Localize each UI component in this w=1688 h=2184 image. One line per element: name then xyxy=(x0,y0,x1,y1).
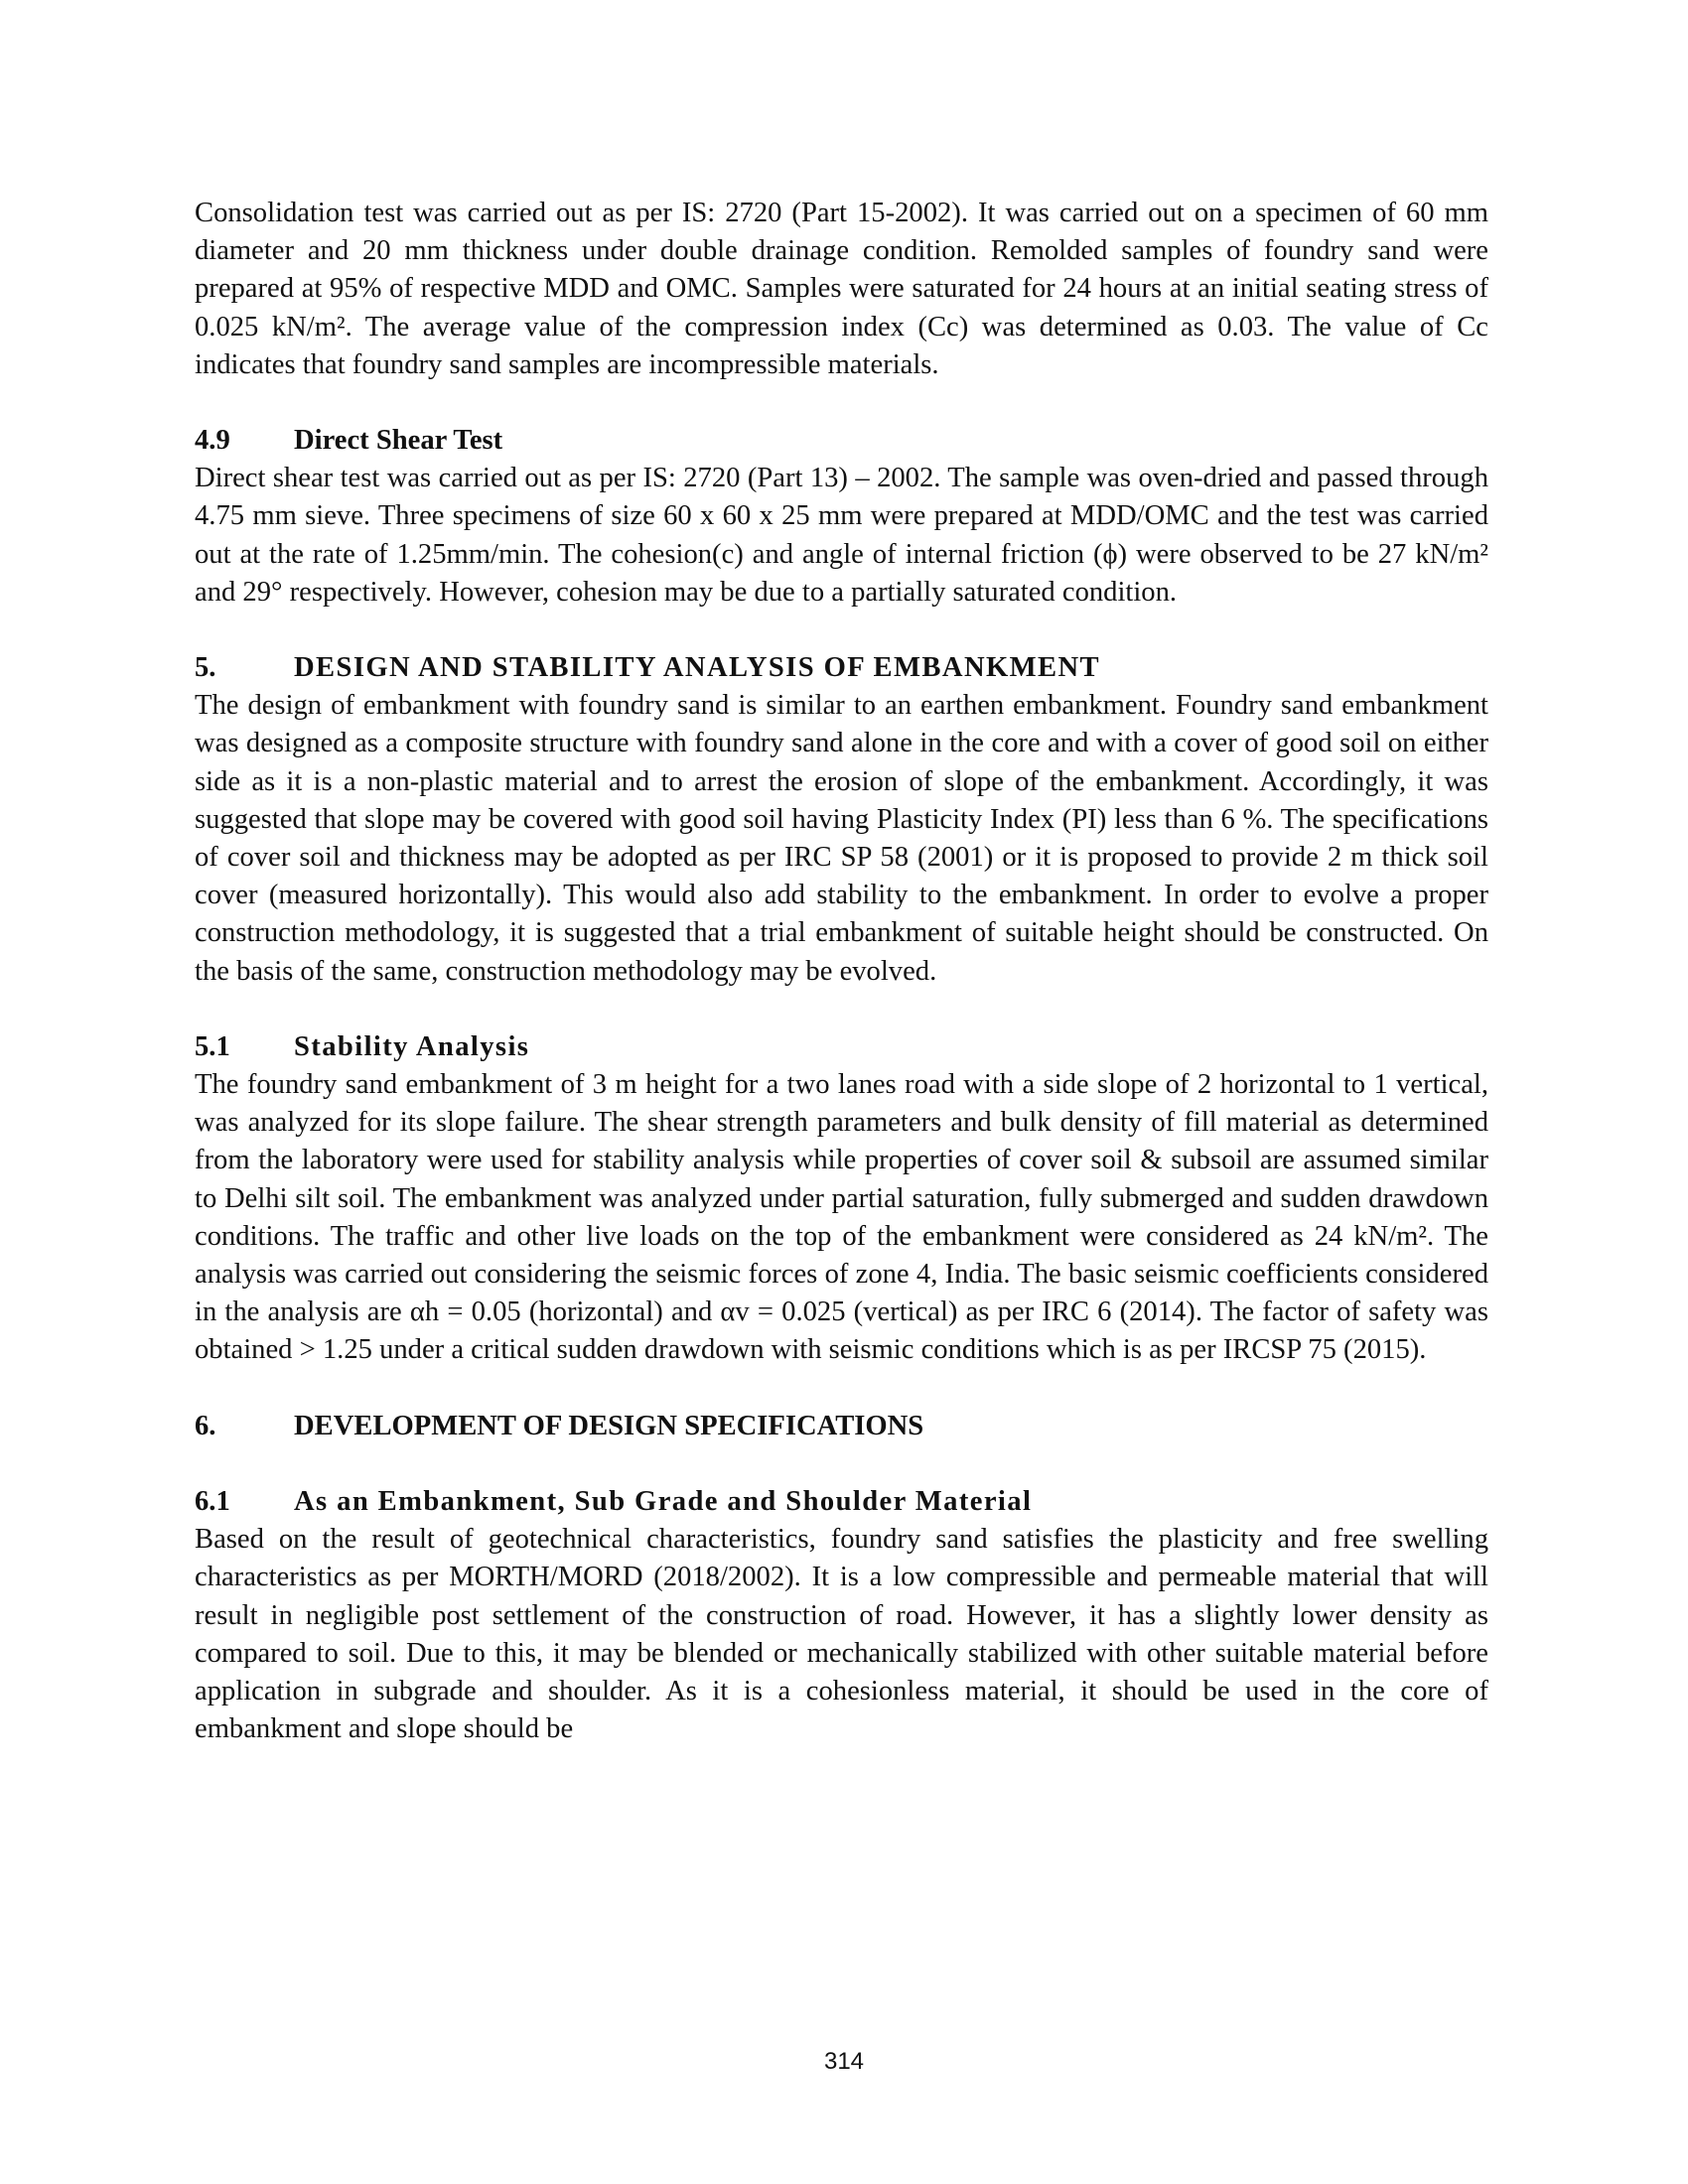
embankment-material-paragraph: Based on the result of geotechnical characteristics, foundry sand satisfies the plasticity and free swelling characteristics as per MORTH/MORD (2018/2002). It is a low compressible and permeable material that will result in negligible post settlement of the construction of road. However, it has a slightly lower density as compared to soil. Due to this, it may be blended or mechanically stabilized with other suitable material before application in subgrade and shoulder. As it is a cohesionless material, it should be used in the core of embankment and slope should be xyxy=(195,1524,1488,1745)
section-heading-5 xyxy=(195,649,1488,687)
section-title: DEVELOPMENT OF DESIGN SPECIFICATIONS xyxy=(294,1410,924,1441)
section-number: 5.1 xyxy=(195,1030,230,1062)
section-number: 5. xyxy=(195,652,216,684)
section-number: 4.9 xyxy=(195,425,230,457)
document-page xyxy=(195,195,1488,1748)
section-heading-6-1 xyxy=(195,1483,1488,1521)
section-title: As an Embankment, Sub Grade and Shoulder Material xyxy=(294,1485,1033,1517)
page-number: 314 xyxy=(823,2048,865,2075)
section-title: DESIGN AND STABILITY ANALYSIS OF EMBANKMENT xyxy=(294,652,1101,684)
direct-shear-paragraph: Direct shear test was carried out as per IS: 2720 (Part 13) – 2002. The sample was oven-dried and passed through 4.75 mm sieve. Three specimens of size 60 x 60 x 25 mm were prepared at MDD/OMC and the test was carried out at the rate of 1.25mm/min. The cohesion(c) and angle of internal friction (ϕ) were observed to be 27 kN/m² and 29° respectively. However, cohesion may be due to a partially saturated condition. xyxy=(195,463,1488,608)
stability-analysis-paragraph: The foundry sand embankment of 3 m height for a two lanes road with a side slope of 2 horizontal to 1 vertical, was analyzed for its slope failure. The shear strength parameters and bulk density of fill material as determined from the laboratory were used for stability analysis while properties of cover soil & subsoil are assumed similar to Delhi silt soil. The embankment was analyzed under partial saturation, fully submerged and sudden drawdown conditions. The traffic and other live loads on the top of the embankment were considered as 24 kN/m². The analysis was carried out considering the seismic forces of zone 4, India. The basic seismic coefficients considered in the analysis are αh = 0.05 (horizontal) and αv = 0.025 (vertical) as per IRC 6 (2014). The factor of safety was obtained > 1.25 under a critical sudden drawdown with seismic conditions which is as per IRCSP 75 (2015). xyxy=(195,1069,1488,1366)
section-heading-4-9 xyxy=(195,422,1488,460)
section-heading-6 xyxy=(195,1408,1488,1445)
consolidation-paragraph: Consolidation test was carried out as per IS: 2720 (Part 15-2002). It was carried out on a specimen of 60 mm diameter and 20 mm thickness under double drainage condition. Remolded samples of foundry sand were prepared at 95% of respective MDD and OMC. Samples were saturated for 24 hours at an initial seating stress of 0.025 kN/m². The average value of the compression index (Cc) was determined as 0.03. The value of Cc indicates that foundry sand samples are incompressible materials. xyxy=(195,198,1488,380)
design-stability-paragraph: The design of embankment with foundry sand is similar to an earthen embankment. Foundry sand embankment was designed as a composite structure with foundry sand alone in the core and with a cover of good soil on either side as it is a non-plastic material and to arrest the erosion of slope of the embankment. Accordingly, it was suggested that slope may be covered with good soil having Plasticity Index (PI) less than 6 %. The specifications of cover soil and thickness may be adopted as per IRC SP 58 (2001) or it is proposed to provide 2 m thick soil cover (measured horizontally). This would also add stability to the embankment. In order to evolve a proper construction methodology, it is suggested that a trial embankment of suitable height should be constructed. On the basis of the same, construction methodology may be evolved. xyxy=(195,690,1488,987)
section-heading-5-1 xyxy=(195,1028,1488,1066)
section-number: 6. xyxy=(195,1410,216,1441)
section-number: 6.1 xyxy=(195,1485,230,1517)
section-title: Direct Shear Test xyxy=(294,425,503,457)
section-title: Stability Analysis xyxy=(294,1030,530,1062)
